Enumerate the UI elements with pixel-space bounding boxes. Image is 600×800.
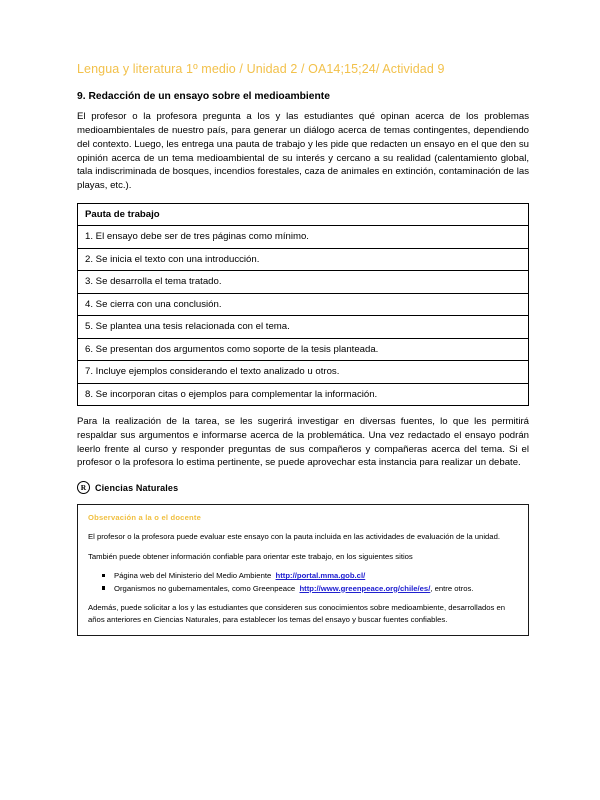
table-row [78,383,529,406]
list-item-text: Página web del Ministerio del Medio Ambiente [114,571,272,581]
observation-box-title: Observación a la o el docente [88,513,201,523]
table-cell: 5. Se plantea una tesis relacionada con el tema. [78,316,529,339]
document-content [77,62,529,636]
table-cell: 3. Se desarrolla el tema tratado. [78,271,529,294]
pauta-de-trabajo-table [77,203,529,407]
bullet-icon [102,574,105,577]
bullet-icon [102,586,105,589]
table-row [78,226,529,249]
closing-paragraph: Para la realización de la tarea, se les sugerirá investigar en diversas fuentes, lo que les permitirá respaldar sus argumentos e informarse acerca de la problemática. Una vez redactado el ensayo podrán leerlo frente al curso y responder preguntas de sus compañeros y compañeras acerca del tema. Si el profesor o la profesora lo estima pertinente, se puede aprovechar esta instancia para realizar un debate. [77,416,529,469]
observation-paragraph-3: Además, puede solicitar a los y las estudiantes que consideren sus conocimientos sobre medioambiente, desarrollados en años anteriores en Ciencias Naturales, para establecer los temas del ensayo y buscar fuentes confiables. [88,603,506,624]
table-cell: 8. Se incorporan citas o ejemplos para complementar la información. [78,383,529,406]
table-cell: 7. Incluye ejemplos considerando el texto analizado u otros. [78,361,529,384]
table-row [78,248,529,271]
intro-paragraph: El profesor o la profesora pregunta a los y las estudiantes qué opinan acerca de los problemas medioambientales de nuestro país, para generar un diálogo acerca de temas contingentes, dependiendo del contexto. Luego, les entrega una pauta de trabajo y les pide que redacten un ensayo en el que den su opinión acerca de un tema medioambiental de su interés y cercano a su realidad (calentamiento global, tala indiscriminada de bosques, incendios forestales, caza de animales en extinción, contaminación de las playas, etc.). [77,111,529,191]
table-cell: 6. Se presentan dos argumentos como soporte de la tesis planteada. [78,338,529,361]
table-row [78,293,529,316]
resource-link-mma[interactable]: http://portal.mma.gob.cl/ [275,571,366,581]
table-cell: 1. El ensayo debe ser de tres páginas como mínimo. [78,226,529,249]
document-breadcrumb-header: Lengua y literatura 1º medio / Unidad 2 / OA14;15;24/ Actividad 9 [77,62,445,76]
subject-tag-label: Ciencias Naturales [95,482,179,493]
table-row [78,361,529,384]
list-item-text-after: , entre otros. [430,583,474,593]
table-row [78,316,529,339]
activity-title: 9. Redacción de un ensayo sobre el medioambiente [77,91,330,102]
table-header-cell: Pauta de trabajo [78,203,529,226]
list-item-text: Organismos no gubernamentales, como Greenpeace [114,583,296,593]
list-item [102,583,518,595]
table-cell: 4. Se cierra con una conclusión. [78,293,529,316]
table-header-row [78,203,529,226]
registered-r-icon: R [77,481,90,494]
list-item [102,570,518,582]
observation-resource-list [88,570,518,594]
observation-box [77,504,529,636]
observation-paragraph-1: El profesor o la profesora puede evaluar este ensayo con la pauta incluida en las actividades de evaluación de la unidad. [88,532,500,542]
table-row [78,338,529,361]
resource-link-greenpeace[interactable]: http://www.greenpeace.org/chile/es/ [299,583,431,593]
table-row [78,271,529,294]
subject-tag [77,481,529,494]
observation-paragraph-2: También puede obtener información confiable para orientar este trabajo, en los siguientes sitios [88,551,413,561]
table-cell: 2. Se inicia el texto con una introducción. [78,248,529,271]
